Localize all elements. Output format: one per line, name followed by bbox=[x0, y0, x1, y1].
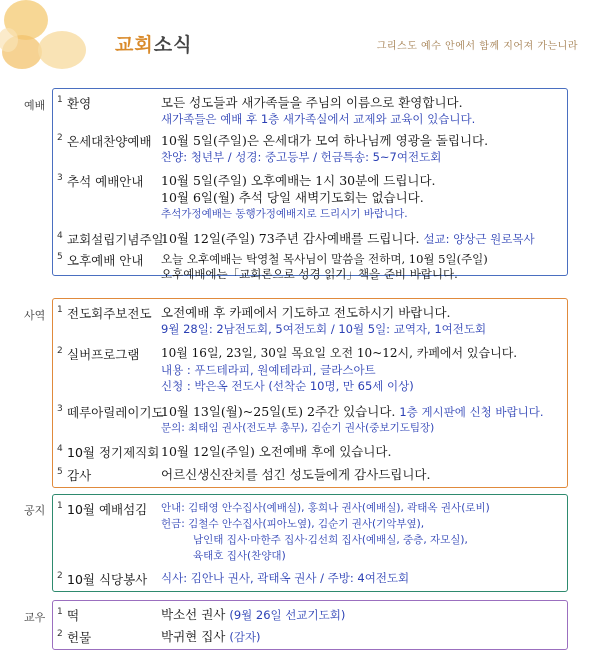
item-title: 실버프로그램 bbox=[67, 347, 140, 362]
item-text: 찬양: 청년부 / 성경: 중고등부 / 헌금특송: 5~7여전도회 bbox=[161, 150, 442, 164]
item-text: 헌금: 김철수 안수집사(피아노옆), 김순기 권사(기악부옆), bbox=[161, 518, 425, 530]
section-label-mission: 사역 bbox=[24, 309, 46, 322]
item-text: 10월 5일(주일)은 온세대가 모여 하나님께 영광을 돌립니다. bbox=[161, 133, 489, 148]
item-title: 떡 bbox=[67, 608, 80, 623]
section-label-notice: 공지 bbox=[24, 504, 46, 517]
church-logo bbox=[0, 0, 90, 70]
item-text-note: 설교: 양상근 원로목사 bbox=[423, 232, 535, 246]
item-title: 10월 정기제직회 bbox=[67, 445, 160, 460]
item-title: 환영 bbox=[67, 96, 92, 111]
education-box bbox=[52, 600, 568, 650]
item-text: 안내: 김태영 안수집사(예배실), 홍희나 권사(예배실), 곽태옥 권사(로비) bbox=[161, 502, 490, 514]
item-number: 4 bbox=[57, 231, 63, 241]
item-number: 1 bbox=[57, 95, 63, 105]
item-title: 떼루아릴레이기도 bbox=[67, 405, 164, 420]
item-number: 2 bbox=[57, 629, 63, 639]
item-number: 1 bbox=[57, 305, 63, 315]
worship-box bbox=[52, 88, 568, 281]
item-text-note: (감자) bbox=[229, 630, 261, 644]
item-text: 식사: 김안나 권사, 곽태옥 권사 / 주방: 4여전도회 bbox=[161, 571, 410, 585]
item-text: 10월 16일, 23일, 30일 목요일 오전 10~12시, 카페에서 있습니다. bbox=[161, 346, 518, 360]
item-text: 남인태 집사·마한주 집사·김선희 집사(예배실, 중층, 자모실), bbox=[193, 534, 468, 546]
item-title: 감사 bbox=[67, 468, 92, 483]
item-text: 신청 : 박은옥 전도사 (선착순 10명, 만 65세 이상) bbox=[161, 379, 414, 393]
item-number: 2 bbox=[57, 571, 63, 581]
item-title: 10월 식당봉사 bbox=[67, 572, 148, 587]
item-text bbox=[161, 230, 561, 248]
item-text: 10월 12일(주일) 오전예배 후에 있습니다. bbox=[161, 444, 392, 459]
item-title: 교회설립기념주일 bbox=[67, 232, 164, 247]
title-part1: 교회 bbox=[115, 34, 154, 56]
item-text: 9월 28일: 2남전도회, 5여전도회 / 10월 5일: 교역자, 1여전도회 bbox=[161, 322, 487, 336]
item-text bbox=[161, 606, 561, 624]
item-text-main: 10월 12일(주일) 73주년 감사예배를 드립니다. bbox=[161, 231, 420, 246]
item-text: 육태호 집사(찬양대) bbox=[193, 550, 286, 562]
item-text-note: 1층 게시판에 신청 바랍니다. bbox=[399, 405, 544, 419]
item-number: 3 bbox=[57, 404, 63, 414]
item-text-note: (9월 26일 선교기도회) bbox=[229, 608, 346, 622]
item-number: 2 bbox=[57, 133, 63, 143]
item-title: 전도회주보전도 bbox=[67, 306, 152, 321]
item-text: 오늘 오후예배는 탁영철 목사님이 말씀을 전하며, 10월 5일(주일) bbox=[161, 252, 488, 266]
item-text: 문의: 최태임 권사(전도부 총무), 김순기 권사(중보기도팀장) bbox=[161, 422, 435, 434]
item-text-main: 박소선 권사 bbox=[161, 607, 226, 622]
title-part2: 소식 bbox=[153, 34, 193, 56]
item-text: 10월 5일(주일) 오후예배는 1시 30분에 드립니다. bbox=[161, 173, 436, 188]
item-text: 내용 : 푸드테라피, 원예테라피, 글라스아트 bbox=[161, 363, 376, 377]
item-number: 3 bbox=[57, 173, 63, 183]
mission-box bbox=[52, 298, 568, 488]
tagline: 그리스도 예수 안에서 함께 지어져 가는니라 bbox=[376, 41, 578, 52]
item-title: 오후예배 안내 bbox=[67, 253, 144, 268]
item-number: 5 bbox=[57, 252, 63, 262]
section-label-worship: 예배 bbox=[24, 99, 46, 112]
item-text: 오후예배에는「교회론으로 성경 읽기」책을 준비 바랍니다. bbox=[161, 267, 458, 281]
item-title: 10월 예배섬김 bbox=[67, 502, 148, 517]
item-number: 4 bbox=[57, 444, 63, 454]
item-text-main: 박귀현 집사 bbox=[161, 629, 226, 644]
item-number: 2 bbox=[57, 346, 63, 356]
item-text: 모든 성도들과 새가족들을 주님의 이름으로 환영합니다. bbox=[161, 95, 463, 110]
item-text-main: 10월 13일(월)~25일(토) 2주간 있습니다. bbox=[161, 404, 396, 419]
section-label-education: 교우 bbox=[24, 611, 46, 624]
item-number: 5 bbox=[57, 467, 63, 477]
item-title: 헌물 bbox=[67, 630, 92, 645]
item-text: 어르신생신잔치를 섬긴 성도들에게 감사드립니다. bbox=[161, 467, 431, 482]
item-title: 추석 예배안내 bbox=[67, 174, 144, 189]
item-text: 오전예배 후 카페에서 기도하고 전도하시기 바랍니다. bbox=[161, 305, 451, 320]
item-text: 추석가정예배는 동행가정예배지로 드리시기 바랍니다. bbox=[161, 208, 408, 220]
page-title bbox=[115, 30, 192, 57]
notice-box bbox=[52, 494, 568, 592]
item-title: 온세대찬양예배 bbox=[67, 134, 152, 149]
item-text bbox=[161, 628, 561, 646]
item-text: 10월 6일(월) 추석 당일 새벽기도회는 없습니다. bbox=[161, 190, 424, 205]
item-text: 새가족들은 예배 후 1층 새가족실에서 교제와 교육이 있습니다. bbox=[161, 112, 476, 126]
item-number: 1 bbox=[57, 607, 63, 617]
item-text bbox=[161, 403, 561, 421]
item-number: 1 bbox=[57, 501, 63, 511]
